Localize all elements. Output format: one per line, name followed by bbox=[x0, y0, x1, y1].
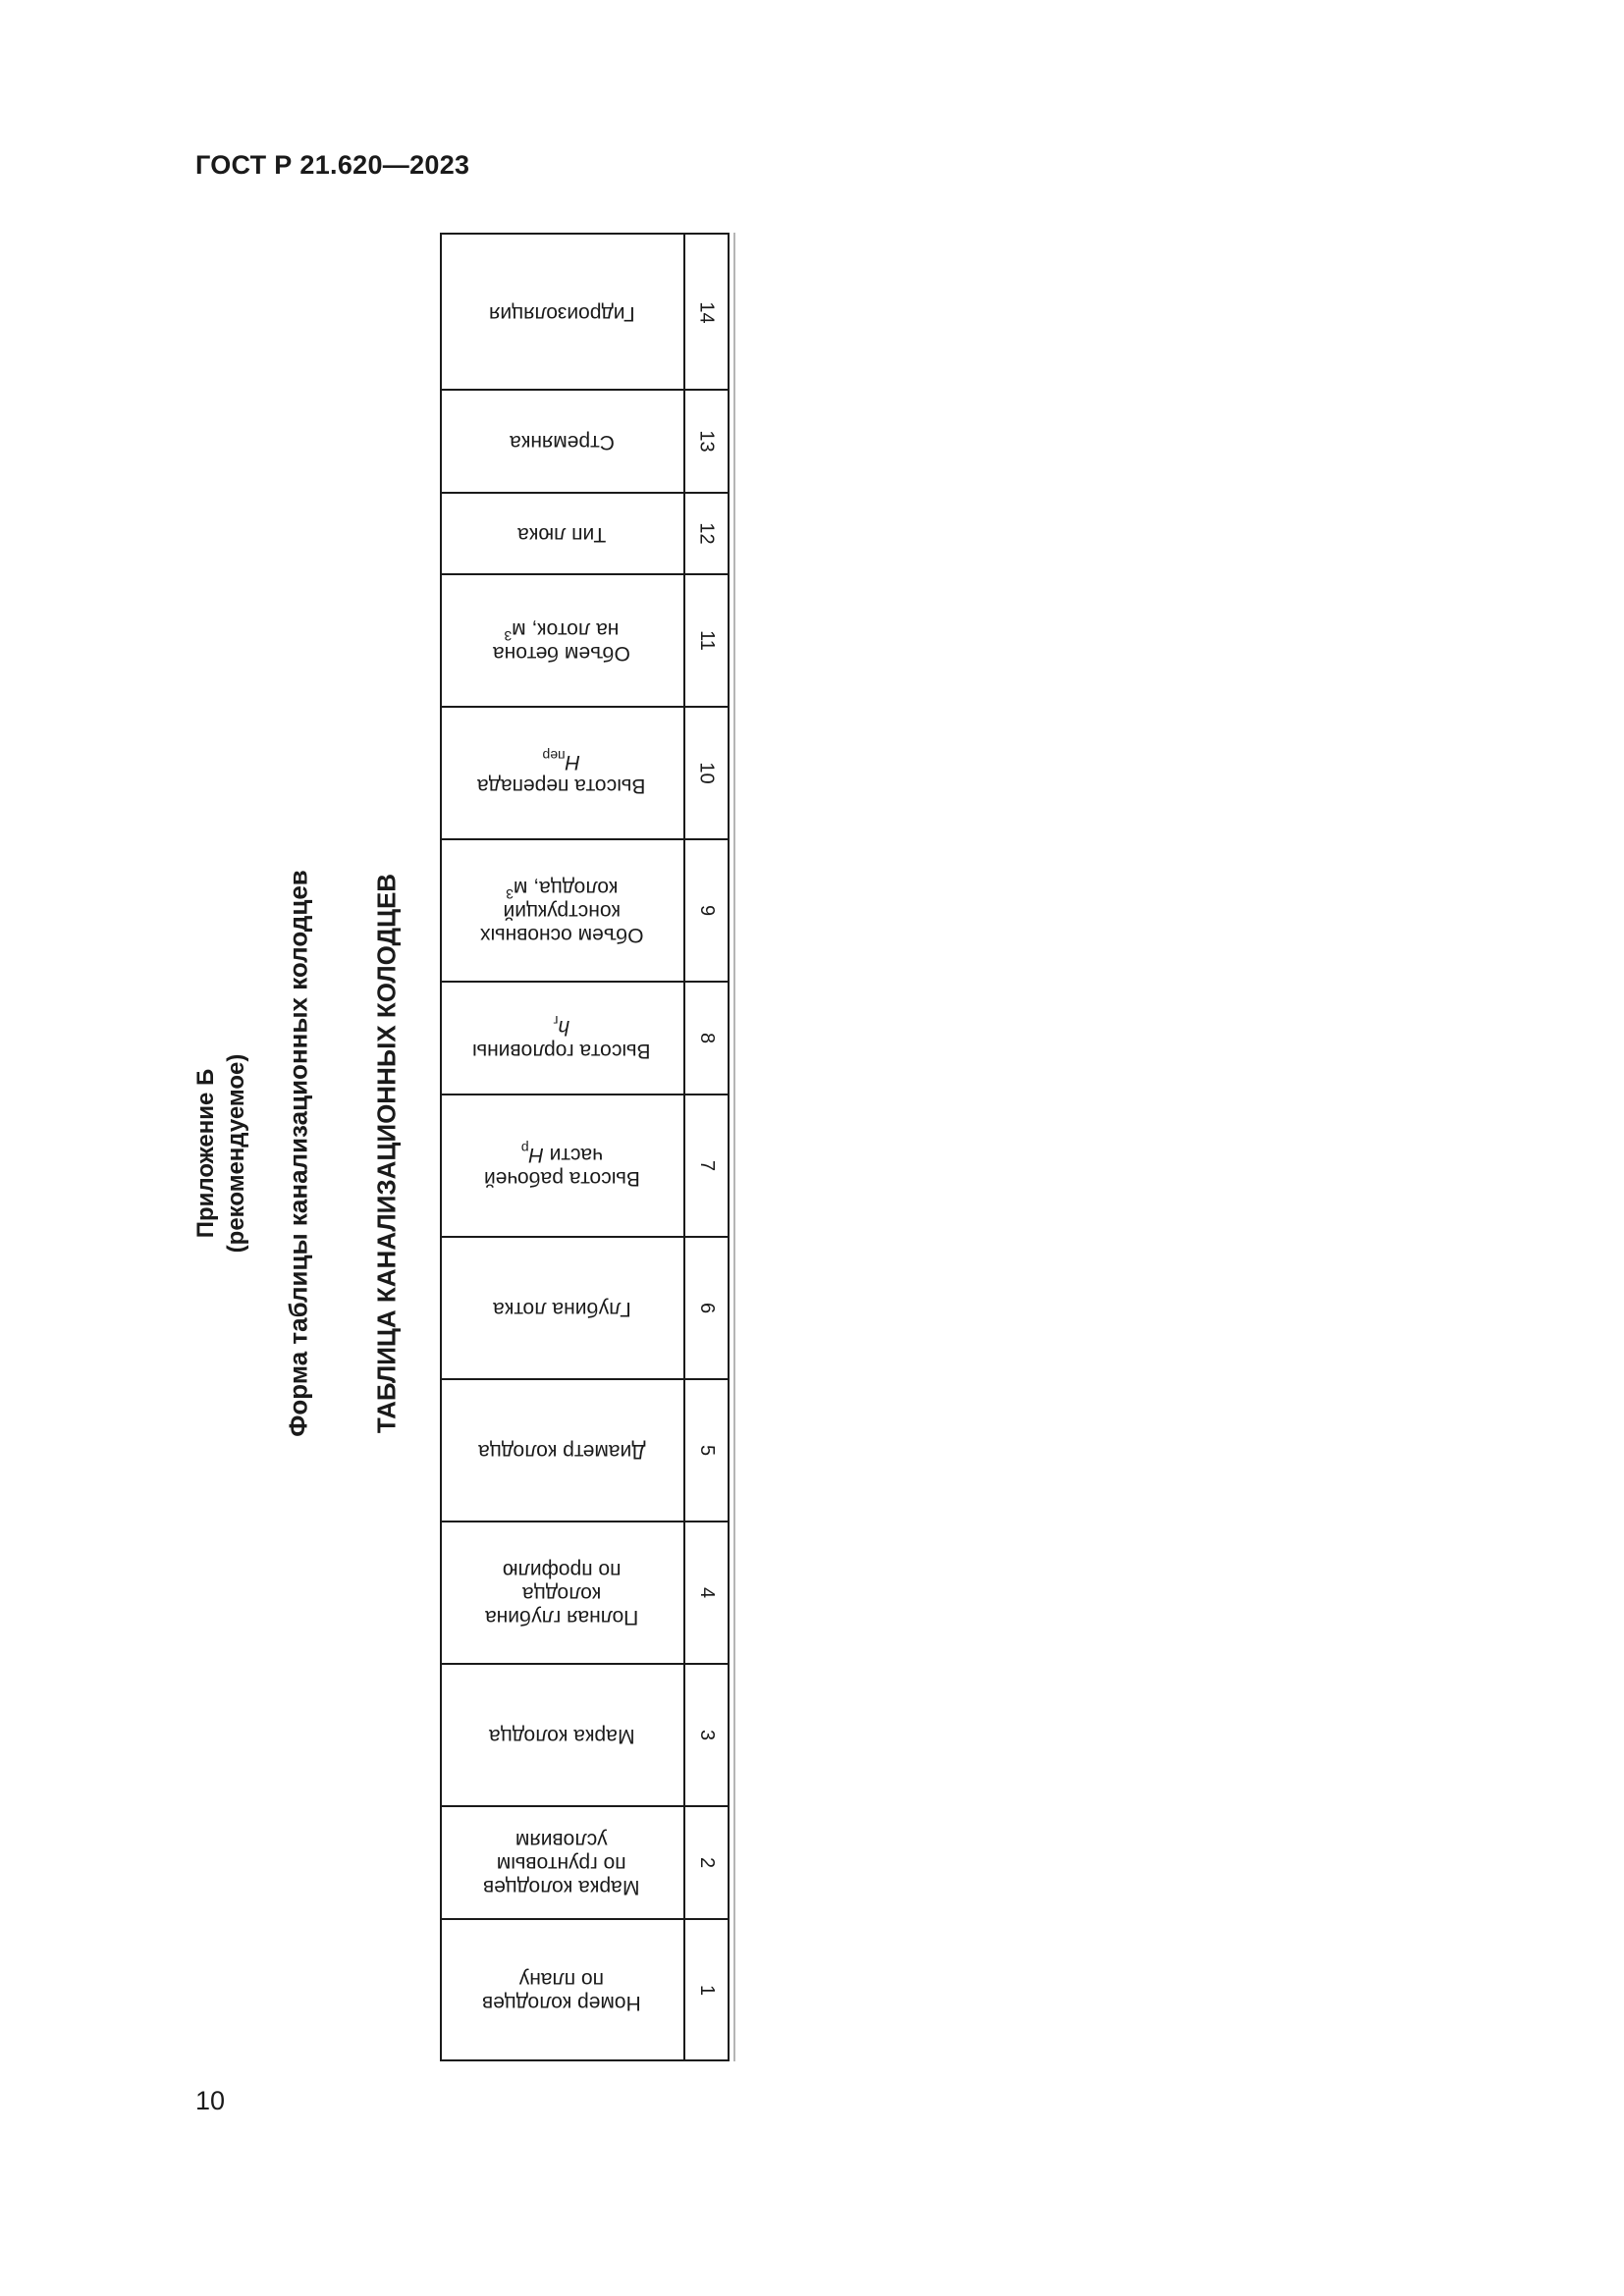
column-header-text bbox=[485, 1558, 638, 1629]
column-header-1 bbox=[440, 1919, 683, 2061]
column-header-line: Полная глубина bbox=[484, 1605, 639, 1629]
column-number-2 bbox=[683, 1806, 730, 1919]
column-header-2 bbox=[440, 1806, 683, 1919]
appendix-status: (рекомендуемое) bbox=[223, 1053, 249, 1254]
column-number-text: 4 bbox=[696, 1586, 718, 1599]
column-header-3 bbox=[440, 1664, 683, 1806]
column-header-line: Высота горловины bbox=[472, 1039, 651, 1062]
column-header-text bbox=[483, 1140, 640, 1190]
column-header-line: части H bbox=[528, 1143, 603, 1166]
column-header-11 bbox=[440, 574, 683, 707]
wells-table bbox=[440, 233, 730, 2061]
column-header-line: Марка колодцев bbox=[483, 1875, 640, 1898]
column-header-line: по профилю bbox=[502, 1558, 622, 1581]
column-header-line: Высота рабочей bbox=[483, 1166, 640, 1190]
column-header-line: Тип люка bbox=[516, 522, 607, 546]
column-header-line: Глубина лотка bbox=[492, 1297, 631, 1320]
column-number-text: 1 bbox=[696, 1984, 718, 1997]
column-header-line: Диаметр колодца bbox=[477, 1439, 646, 1463]
column-header-line: колодца, м bbox=[513, 876, 619, 899]
appendix-heading bbox=[190, 1054, 251, 1254]
column-header-text bbox=[477, 747, 646, 797]
column-number-text: 13 bbox=[696, 430, 718, 453]
column-number-14 bbox=[683, 236, 730, 390]
column-header-text bbox=[478, 1439, 646, 1463]
column-header-8 bbox=[440, 982, 683, 1095]
column-header-text bbox=[482, 1967, 641, 2014]
superscript: 3 bbox=[504, 627, 513, 644]
column-number-11 bbox=[683, 574, 730, 707]
column-number-8 bbox=[683, 982, 730, 1095]
column-header-line: условиям bbox=[515, 1828, 608, 1851]
column-number-13 bbox=[683, 390, 730, 493]
column-header-line: на лоток, м bbox=[512, 617, 620, 641]
column-header-text bbox=[489, 301, 635, 325]
column-header-text bbox=[510, 430, 615, 454]
appendix-title: Приложение Б bbox=[192, 1068, 219, 1239]
column-header-line: Объем основных bbox=[479, 923, 644, 946]
column-header-13 bbox=[440, 390, 683, 493]
subscript: пер bbox=[542, 747, 566, 764]
column-header-line: Объем бетона bbox=[493, 641, 630, 665]
column-number-6 bbox=[683, 1237, 730, 1379]
column-header-line: H bbox=[566, 750, 581, 774]
column-header-7 bbox=[440, 1095, 683, 1237]
column-number-4 bbox=[683, 1522, 730, 1664]
column-header-text bbox=[517, 522, 606, 546]
column-number-10 bbox=[683, 707, 730, 839]
column-number-text: 11 bbox=[695, 630, 718, 651]
column-header-text bbox=[483, 1828, 639, 1898]
column-header-9 bbox=[440, 839, 683, 982]
page-number: 10 bbox=[195, 2086, 226, 2115]
subscript: р bbox=[520, 1140, 529, 1156]
column-header-5 bbox=[440, 1379, 683, 1522]
column-number-3 bbox=[683, 1664, 730, 1806]
column-header-text bbox=[493, 617, 630, 665]
superscript: 3 bbox=[505, 885, 514, 902]
subscript: г bbox=[553, 1012, 559, 1029]
column-number-text: 5 bbox=[696, 1444, 718, 1457]
column-number-text: 3 bbox=[696, 1729, 718, 1741]
column-header-text bbox=[489, 1724, 635, 1747]
column-header-4 bbox=[440, 1522, 683, 1664]
column-header-line: Гидроизоляция bbox=[488, 301, 635, 325]
column-number-7 bbox=[683, 1095, 730, 1237]
column-header-line: Высота перепада bbox=[477, 774, 646, 797]
column-header-line: конструкций bbox=[503, 899, 621, 923]
column-number-text: 12 bbox=[696, 522, 718, 545]
column-header-text bbox=[472, 1012, 651, 1062]
column-header-line: колодца bbox=[521, 1581, 602, 1605]
column-header-line: по грунтовым bbox=[497, 1851, 626, 1875]
column-number-text: 14 bbox=[696, 301, 718, 324]
column-number-text: 2 bbox=[696, 1856, 718, 1869]
column-header-line: Номер колодцев bbox=[482, 1991, 641, 2014]
column-header-6 bbox=[440, 1237, 683, 1379]
column-number-1 bbox=[683, 1919, 730, 2061]
column-number-text: 6 bbox=[696, 1302, 718, 1314]
column-header-12 bbox=[440, 493, 683, 574]
table-title: ТАБЛИЦА КАНАЛИЗАЦИОННЫХ КОЛОДЦЕВ bbox=[371, 873, 402, 1434]
form-title: Форма таблицы канализационных колодцев bbox=[283, 870, 313, 1437]
column-number-5 bbox=[683, 1379, 730, 1522]
column-header-text bbox=[493, 1297, 631, 1320]
column-header-line: h bbox=[558, 1015, 570, 1039]
column-header-line: Стремянка bbox=[509, 430, 615, 454]
column-number-text: 7 bbox=[696, 1159, 718, 1172]
column-header-line: Марка колодца bbox=[488, 1724, 635, 1747]
column-header-14 bbox=[440, 236, 683, 390]
column-number-text: 9 bbox=[696, 904, 718, 917]
column-number-text: 10 bbox=[696, 762, 718, 784]
column-header-line: по плану bbox=[518, 1967, 605, 1991]
document-code: ГОСТ Р 21.620—2023 bbox=[195, 150, 470, 180]
column-number-9 bbox=[683, 839, 730, 982]
column-number-text: 8 bbox=[696, 1032, 718, 1044]
column-number-12 bbox=[683, 493, 730, 574]
column-header-10 bbox=[440, 707, 683, 839]
column-header-text bbox=[480, 876, 644, 946]
